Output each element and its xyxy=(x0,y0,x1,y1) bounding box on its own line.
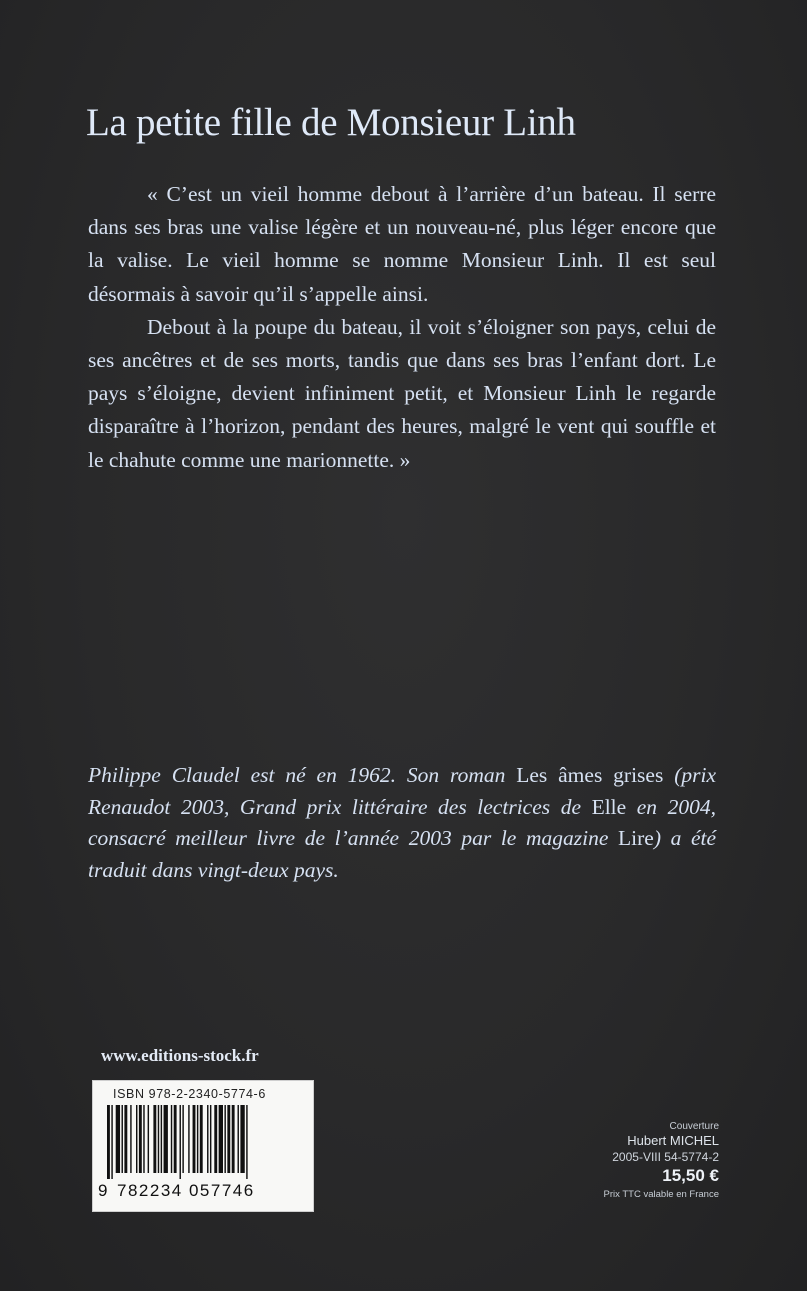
barcode-bar xyxy=(164,1105,168,1173)
barcode-bar xyxy=(227,1105,230,1173)
magazine-lire: Lire xyxy=(618,826,654,850)
barcode-bar xyxy=(130,1105,131,1173)
barcode-bar xyxy=(219,1105,223,1173)
author-bio-part-3: en 2004, consacré meilleur livre de l’année 2003 par le magazine xyxy=(88,794,717,850)
barcode-bar xyxy=(240,1105,244,1173)
barcode-bar xyxy=(188,1105,189,1173)
barcode-bar xyxy=(232,1105,235,1173)
isbn-text: ISBN 978-2-2340-5774-6 xyxy=(113,1087,266,1101)
author-bio-part-4: ) a été traduit dans vingt-deux pays. xyxy=(88,826,717,882)
synopsis-paragraph-2: Debout à la poupe du bateau, il voit s’éloigner son pays, celui de ses ancêtres et de ses morts, tandis que dans ses bras l’enfant dort. Le pays s’éloigne, devient infiniment petit, et Monsieur Linh le regarde disparaître à l’horizon, pendant des heures, malgré le vent qui souffle et le chahute comme une marionnette. » xyxy=(88,314,716,472)
book-title: La petite fille de Monsieur Linh xyxy=(86,101,576,144)
barcode-bar xyxy=(197,1105,198,1173)
barcode-bar xyxy=(246,1105,247,1179)
cover-credit-label: Couverture xyxy=(669,1121,719,1132)
author-bio xyxy=(88,760,716,886)
barcode-bar xyxy=(111,1105,112,1179)
barcode-bar xyxy=(139,1105,142,1173)
price: 15,50 € xyxy=(662,1166,719,1185)
barcode-bar xyxy=(214,1105,217,1173)
barcode-bar xyxy=(161,1105,162,1173)
barcode-bar xyxy=(116,1105,120,1173)
publisher-website: www.editions-stock.fr xyxy=(101,1046,259,1065)
barcode-bar xyxy=(171,1105,172,1173)
barcode-bar xyxy=(143,1105,144,1173)
barcode-bar xyxy=(207,1105,208,1173)
barcode-bar xyxy=(124,1105,127,1173)
cover-artist: Hubert MICHEL xyxy=(627,1133,719,1148)
barcode-bar xyxy=(107,1105,110,1179)
novel-title: Les âmes grises xyxy=(516,763,664,787)
barcode-bar xyxy=(193,1105,196,1173)
price-block xyxy=(519,1120,719,1203)
barcode-label xyxy=(92,1080,314,1212)
catalog-code: 2005-VIII 54-5774-2 xyxy=(612,1150,719,1164)
price-note: Prix TTC valable en France xyxy=(603,1189,719,1200)
barcode-bar xyxy=(238,1105,239,1173)
synopsis xyxy=(88,178,716,477)
barcode-bar xyxy=(224,1105,225,1173)
magazine-elle: Elle xyxy=(591,794,627,819)
barcode-bar xyxy=(180,1105,181,1179)
barcode-bar xyxy=(148,1105,149,1173)
author-bio-part-1: Philippe Claudel est né en 1962. Son roman xyxy=(88,763,506,787)
barcode-bar xyxy=(158,1105,159,1173)
barcode-bar xyxy=(210,1105,211,1173)
synopsis-paragraph-1: « C’est un vieil homme debout à l’arrière d’un bateau. Il serre dans ses bras une valise légère et un nouveau-né, plus léger encore que la valise. Le vieil homme se nomme Monsieur Linh. Il est seul désormais à savoir qu’il s’appelle ainsi. xyxy=(88,182,716,306)
author-bio-part-2: (prix Renaudot 2003, Grand prix littéraire des lectrices de xyxy=(88,763,716,819)
ean-lead-digit: 9 xyxy=(98,1181,108,1200)
barcode-icon xyxy=(107,1105,297,1179)
ean-digits: 782234 057746 xyxy=(117,1181,255,1200)
barcode-bar xyxy=(136,1105,137,1173)
barcode-bar xyxy=(174,1105,177,1173)
barcode-bar xyxy=(122,1105,123,1173)
barcode-bar xyxy=(153,1105,156,1173)
barcode-bar xyxy=(182,1105,183,1173)
barcode-bar xyxy=(200,1105,203,1173)
